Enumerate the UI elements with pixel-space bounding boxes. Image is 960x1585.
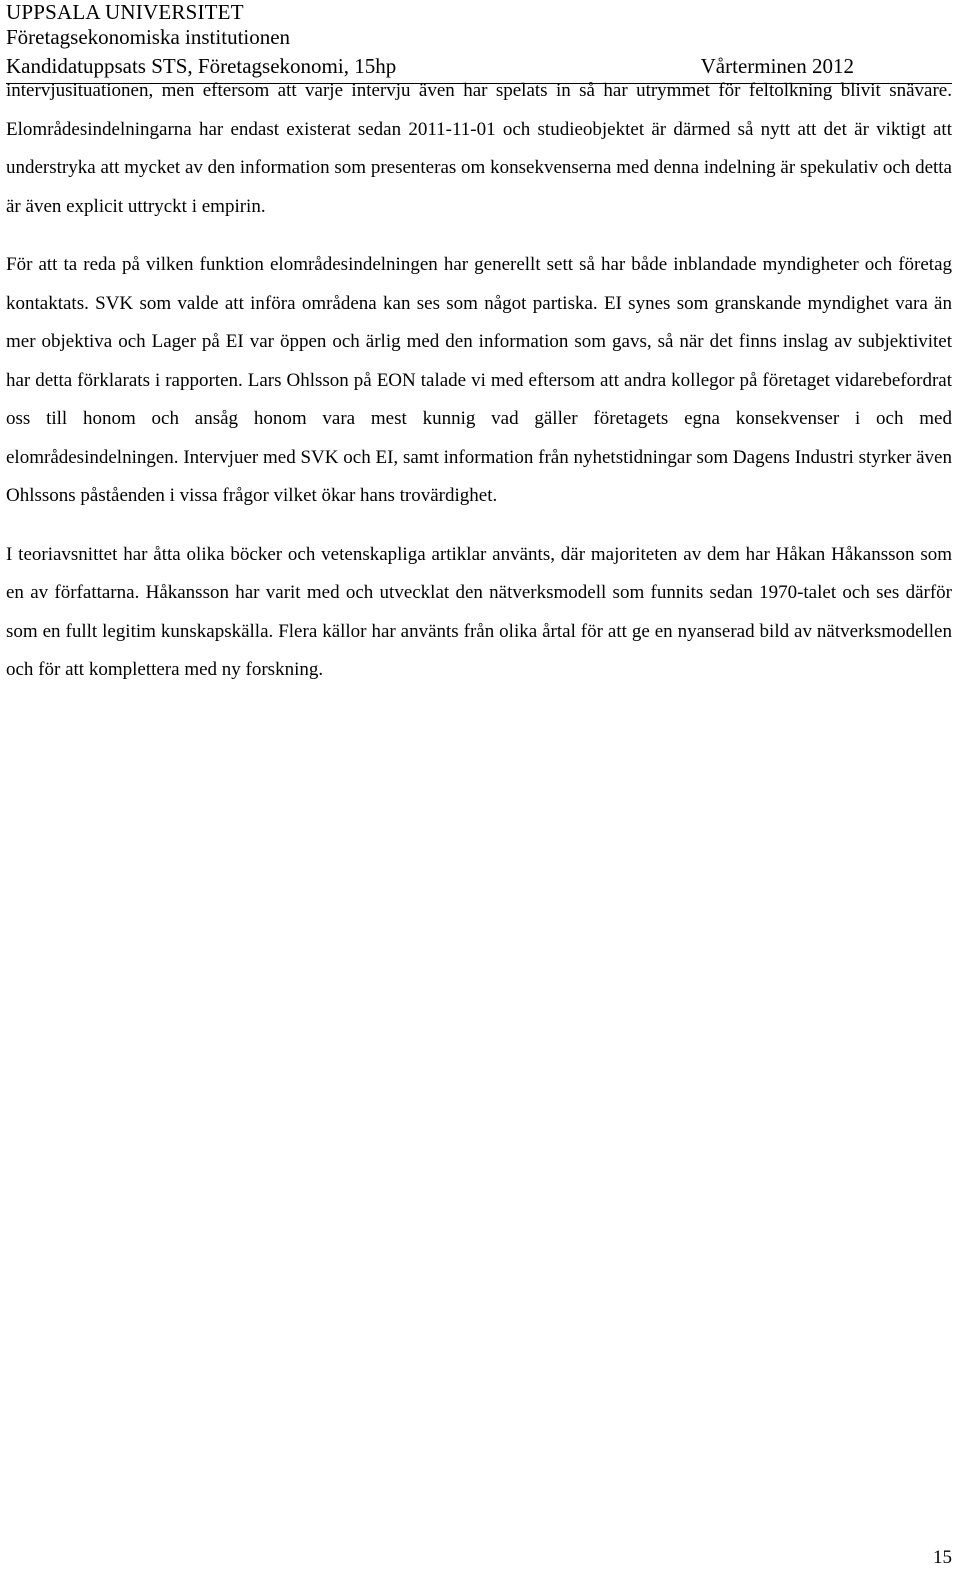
university-name: UPPSALA UNIVERSITET bbox=[6, 0, 244, 24]
term-label: Vårterminen 2012 bbox=[700, 54, 854, 78]
paragraph-2: För att ta reda på vilken funktion elområdesindelningen har generellt sett så har både inblandade myndigheter och företag kontaktats. SVK som valde att införa områdena kan ses som något partiska. EI synes som granskande myndighet vara än mer objektiva och Lager på EI var öppen och ärlig med den information som gavs, så när det finns inslag av subjektivitet har detta förklarats i rapporten. Lars Ohlsson på EON talade vi med eftersom att andra kollegor på företaget vidarebefordrat oss till honom och ansåg honom vara mest kunnig vad gäller företagets egna konsekvenser i och med elområdesindelningen. Intervjuer med SVK och EI, samt information från nyhetstidningar som Dagens Industri styrker även Ohlssons påståenden i vissa frågor vilket ökar hans trovärdighet. bbox=[6, 254, 952, 506]
paragraph-3: I teoriavsnittet har åtta olika böcker och vetenskapliga artiklar använts, där majoriteten av dem har Håkan Håkansson som en av författarna. Håkansson har varit med och utvecklat den nätverksmodell som funnits sedan 1970-talet och ses därför som en fullt legitim kunskapskälla. Flera källor har använts från olika årtal för att ge en nyanserad bild av nätverksmodellen och för att komplettera med ny forskning. bbox=[6, 543, 952, 680]
course-title: Kandidatuppsats STS, Företagsekonomi, 15hp bbox=[6, 54, 397, 78]
paragraph-1: intervjusituationen, men eftersom att varje intervju även har spelats in så har utrymmet för feltolkning blivit snävare. Elområdesindelningarna har endast existerat sedan 2011-11-01 och studieobjektet är därmed så nytt att det är viktigt att understryka att mycket av den information som presenteras om konsekvenserna med denna indelning är spekulativ och detta är även explicit uttryckt i empirin. bbox=[6, 80, 952, 217]
body-text bbox=[6, 72, 952, 690]
department-name: Företagsekonomiska institutionen bbox=[6, 25, 291, 49]
page-number: 15 bbox=[933, 1547, 952, 1568]
